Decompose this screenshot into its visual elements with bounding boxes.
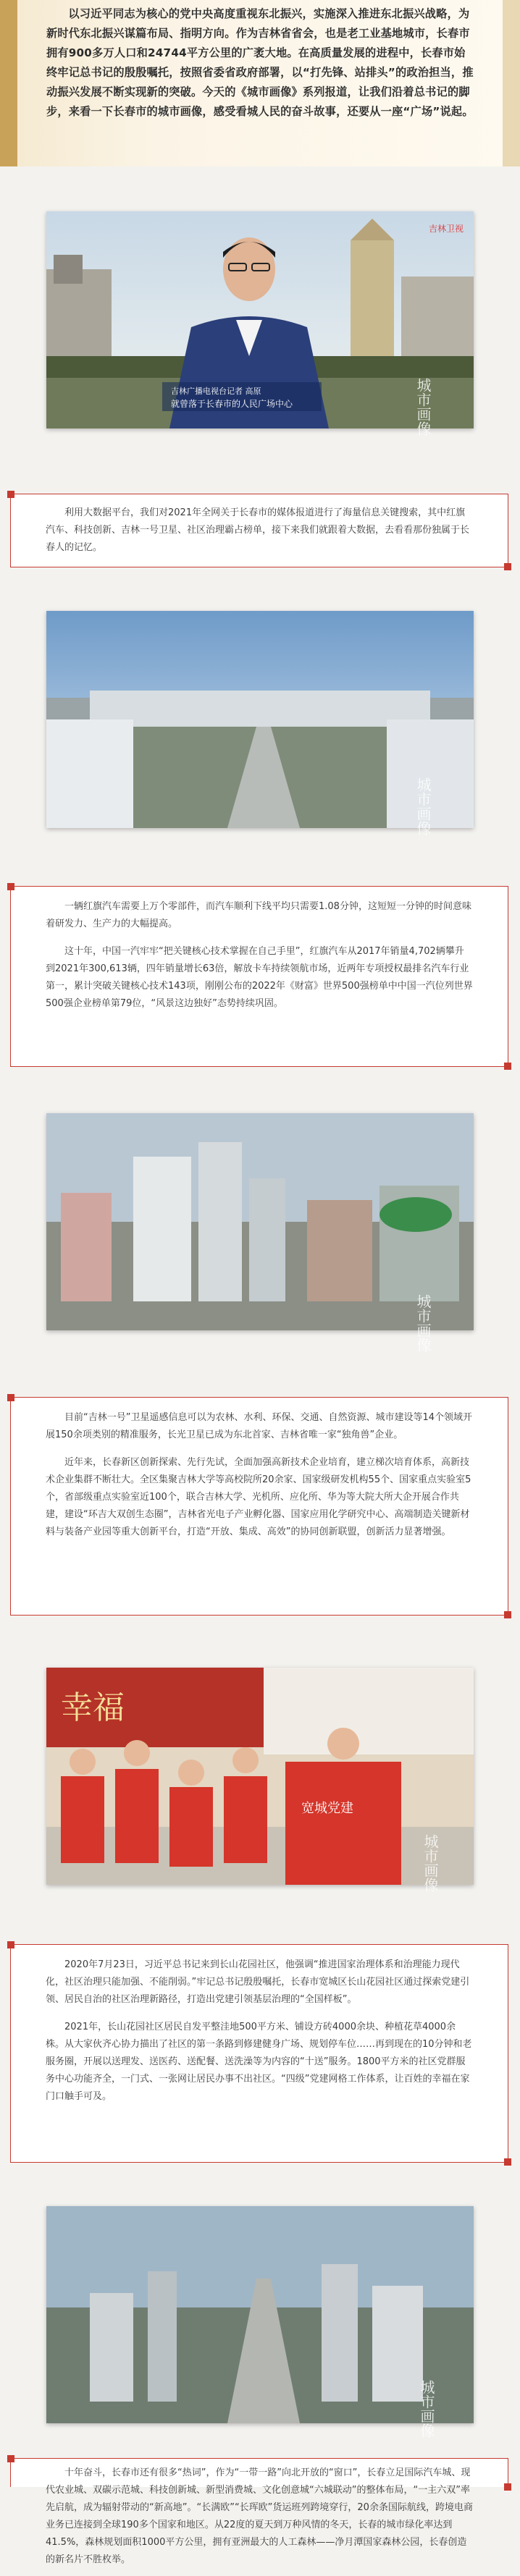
section-innovation-p2: 近年来，长春新区创新探索、先行先试，全面加强高新技术企业培育，建立梯次培育体系，高新技术企业集群不断壮大。全区集聚吉林大学等高校院所20余家、国家级研发机构55个、国家重点实验室5个，省部级重点实验室近100个，联合吉林大学、光机所、应化所、华为等大院大所大企开展合作共建，建设“环吉大双创生态圈”，吉林省光电子产业孵化器、国家应用化学研究中心、高端制造关键新材料与装备产业园等重大创新平台，打造“开放、集成、高效”的协同创新联盟，创新活力显著增强。 [46, 1457, 471, 1537]
intro-left-bar [0, 0, 17, 166]
skyline1-watermark: 城市画像 [414, 1294, 432, 1352]
intro-text: 以习近平同志为核心的党中央高度重视东北振兴，实施深入推进东北振兴战略，为新时代东北振兴谋篇布局、指明方向。作为吉林省省会，也是老工业基地城市，长春市拥有900多万人口和24744平方公里的广袤大地。在高质量发展的进程中，长春市始终牢记总书记的殷殷嘱托，按照省委省政府部署，以“打先锋、站排头”的政治担当，推动振兴发展不断实现新的突破。今天的《城市画像》系列报道，让我们沿着总书记的脚步，来看一下长春市的城市画像，感受看城人民的奋斗故事，还要从一座“广场”说起。 [46, 7, 474, 118]
host-caption-line: 就曾落于长春市的人民广场中心 [171, 399, 293, 409]
community-sign: 幸福 [61, 1689, 125, 1726]
community-volunteers-image [46, 1668, 474, 1892]
host-caption-name: 吉林广播电视台记者 高原 [171, 387, 261, 396]
city-avenue-image [46, 2206, 474, 2438]
channel-logo: 吉林卫视 [429, 224, 464, 234]
section-newcard-p1: 十年奋斗，长春市还有很多“热词”，作为“一带一路”向北开放的“窗口”，长春立足国际汽车城、现代农业城、双碳示范城、科技创新城、新型消费城、文化创意城“六城联动”的整体布局，“一主六双”率先启航，成为辐射带动的“新高地”。“长满欧”“长珲欧”货运班列跨境穿行，20余条国际航线，跨境电商业务已连接到全球190多个国家和地区。从22度的夏天到万种风情的冬天，长春的城市绿化率达到41.5%，森林规划面积1000平方公里，拥有亚洲最大的人工森林——净月潭国家森林公园，长春创造的新名片不胜枚举。 [46, 2467, 473, 2565]
section-bigdata [10, 494, 508, 567]
section-hongqi-p1: 一辆红旗汽车需要上万个零部件，而汽车顺利下线平均只需要1.08分钟，这短短一分钟的时间意味着研发力、生产力的大幅提高。 [46, 901, 471, 929]
host-reporter-image [46, 211, 474, 436]
section-hongqi-p2: 这十年，中国一汽牢牢“把关键核心技术掌握在自己手里”，红旗汽车从2017年销量4,702辆攀升到2021年300,613辆，四年销量增长63倍，解放卡车持续领航市场，近两年专项授权最排名汽车行业第一，累计突破关键核心技术143项，刚刚公布的2022年《财富》世界500强榜单中中国一汽位列世界500强企业榜单第79位，“风景这边独好”态势持续巩固。 [46, 946, 473, 1009]
factory-aerial-image [46, 611, 474, 835]
host-watermark: 城市画像 [414, 378, 432, 436]
section-bigdata-p1: 利用大数据平台，我们对2021年全网关于长春市的媒体报道进行了海量信息关键搜索，其中红旗汽车、科技创新、吉林一号卫星、社区治理霸占榜单，接下来我们就跟着大数据，去看看那份独属于长春人的记忆。 [46, 507, 470, 553]
section-hongqi [10, 886, 508, 1067]
city-skyline-image [46, 1113, 474, 1352]
community-watermark: 城市画像 [422, 1834, 439, 1892]
section-innovation-p1: 目前“吉林一号”卫星遥感信息可以为农林、水利、环保、交通、自然资源、城市建设等14个领域开展150余项类别的精准服务，长光卫星已成为东北首家、吉林省唯一家“独角兽”企业。 [46, 1412, 473, 1440]
skyline2-watermark: 城市画像 [418, 2380, 435, 2438]
section-innovation [10, 1397, 508, 1616]
intro-panel [0, 0, 520, 166]
section-community [10, 1944, 508, 2163]
intro-right-bar [503, 0, 520, 166]
factory-watermark: 城市画像 [414, 777, 432, 835]
section-newcard [10, 2458, 508, 2565]
section-community-p1: 2020年7月23日，习近平总书记来到长山花园社区，他强调“推进国家治理体系和治理能力现代化，社区治理只能加强、不能削弱。”牢记总书记殷殷嘱托，长春市宽城区长山花园社区通过探索党建引领、居民自治的社区治理新路径，打造出党建引领基层治理的“全国样板”。 [46, 1959, 470, 2005]
vest-text: 宽城党建 [301, 1801, 353, 1816]
section-community-p2: 2021年，长山花园社区居民自发平整洼地500平方米、铺设方砖4000余块、种植花草4000余株。从大家伙齐心协力描出了社区的第一条路到修建健身广场、规划停车位……再到现在的10分钟和老服务圈，开展以送理发、送医药、送配餐、送洗澡等为内容的“十送”服务。1800平方米的社区党群服务中心功能齐全，一门式、一张网让居民办事不出社区。“四级”党建网格工作体系，让百姓的幸福在家门口触手可及。 [46, 2022, 472, 2102]
